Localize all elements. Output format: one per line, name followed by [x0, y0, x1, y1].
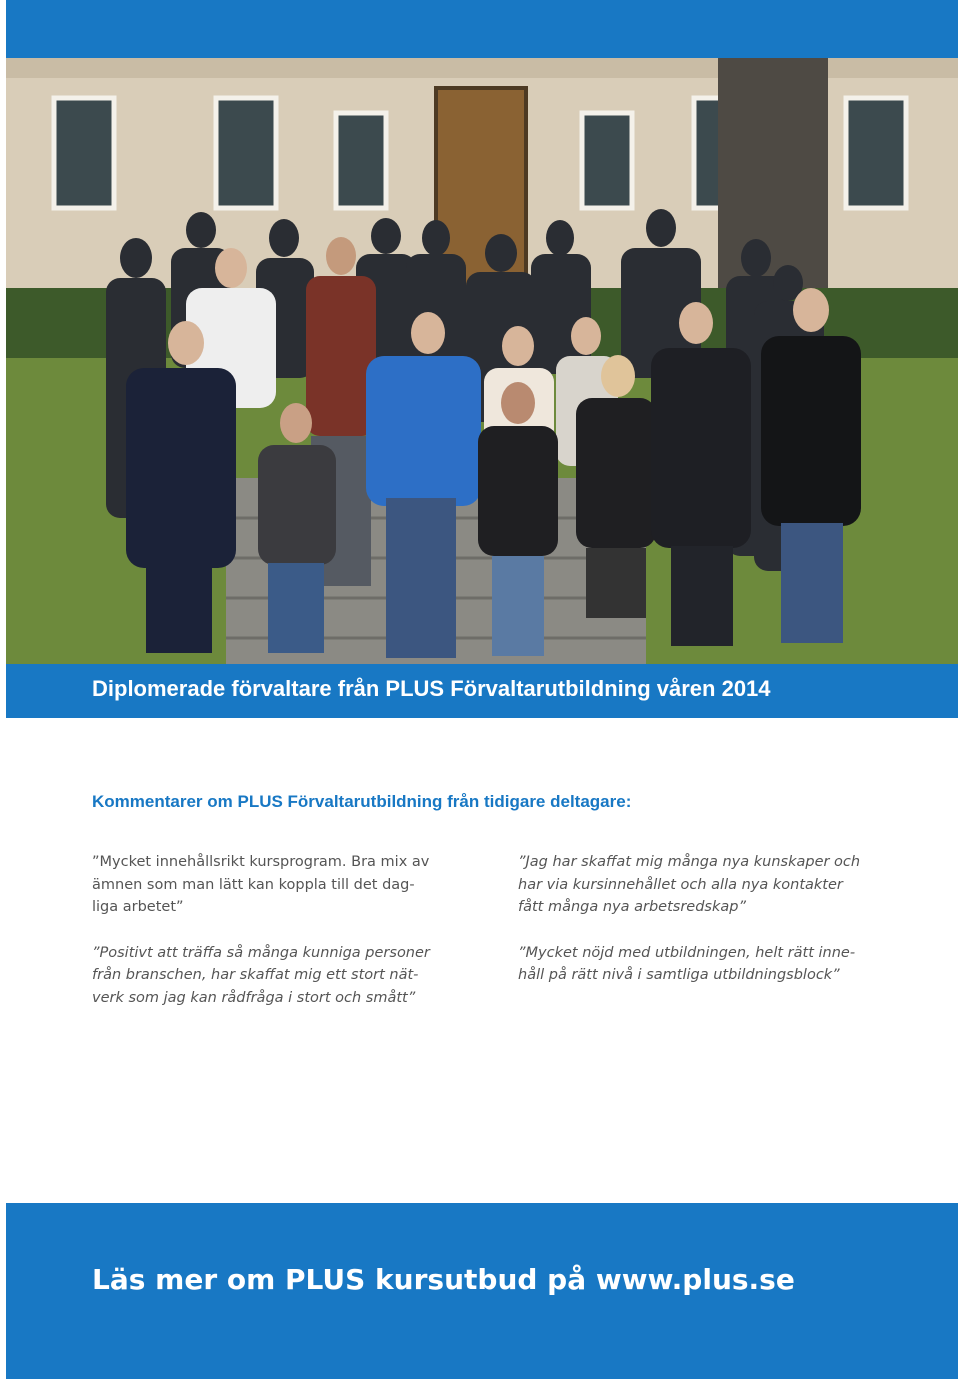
- banner-title: Diplomerade förvaltare från PLUS Förvaltarutbildning våren 2014: [92, 676, 771, 701]
- quote-line: ämnen som man lätt kan koppla till det dag-: [92, 876, 415, 893]
- quote-2: [92, 942, 462, 1010]
- quote-line: har via kursinnehållet och alla nya kontakter: [518, 876, 843, 893]
- quote-line: ”Jag har skaffat mig många nya kunskaper och: [518, 854, 861, 870]
- quote-line: liga arbetet”: [92, 899, 184, 915]
- quote-line: ”Mycket innehållsrikt kursprogram. Bra mix av: [92, 854, 430, 870]
- comments-right-column: [518, 851, 888, 1010]
- footer-banner: [6, 1203, 958, 1379]
- quote-line: från branschen, har skaffat mig ett stort nät-: [92, 967, 419, 983]
- quote-4: [518, 942, 888, 987]
- group-photo: [6, 58, 958, 664]
- quote-line: håll på rätt nivå i samtliga utbildningsblock”: [518, 967, 840, 983]
- quote-3: [518, 851, 888, 919]
- quote-line: fått många nya arbetsredskap”: [518, 899, 746, 915]
- comments-left-column: [92, 851, 462, 1032]
- footer-cta: Läs mer om PLUS kursutbud på www.plus.se: [92, 1263, 795, 1296]
- group-photo-icon: [6, 58, 958, 664]
- comments-heading: Kommentarer om PLUS Förvaltarutbildning från tidigare deltagare:: [92, 792, 632, 811]
- title-banner: [6, 664, 958, 718]
- quote-line: ”Positivt att träffa så många kunniga personer: [92, 944, 430, 961]
- quote-line: verk som jag kan rådfråga i stort och smått”: [92, 989, 416, 1006]
- quote-line: ”Mycket nöjd med utbildningen, helt rätt inne-: [518, 944, 856, 961]
- quote-1: [92, 851, 462, 919]
- top-blue-band: [6, 0, 958, 58]
